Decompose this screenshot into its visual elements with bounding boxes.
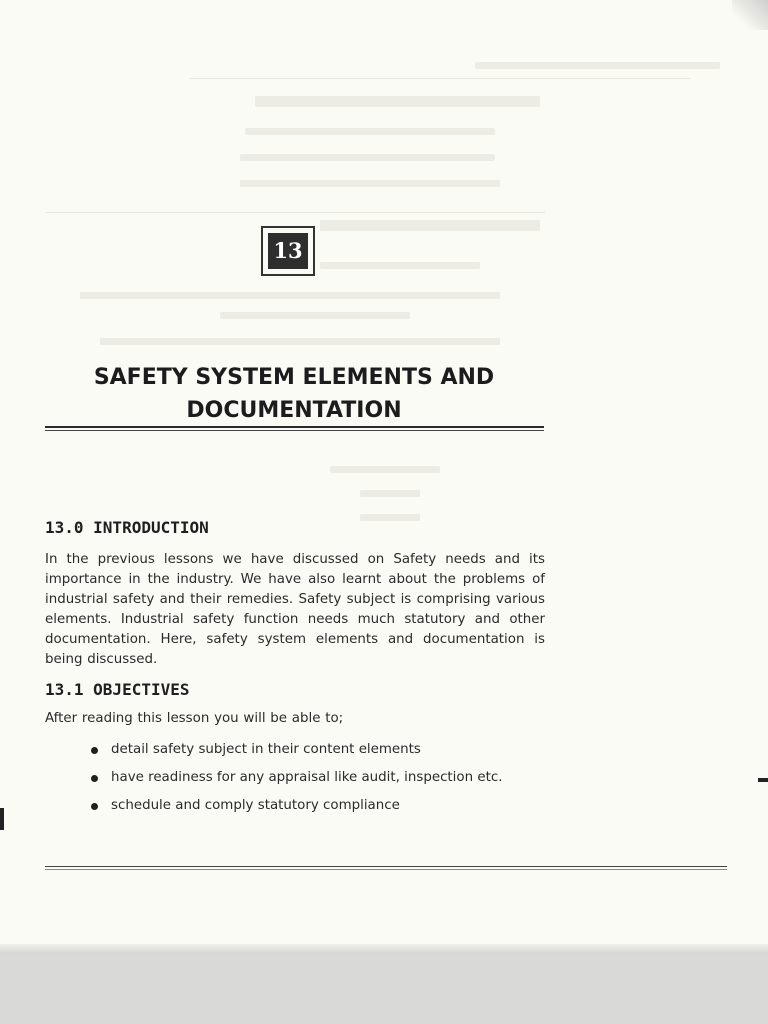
title-underline-thin [45,430,544,431]
bullet-icon [91,747,98,754]
bullet-icon [91,775,98,782]
chapter-number: 13 [268,233,308,269]
right-margin-mark [758,778,768,782]
objective-item [90,740,545,759]
footer-rule [45,866,727,867]
title-underline [45,426,544,428]
objectives-list [90,740,545,824]
chapter-title-line-1: SAFETY SYSTEM ELEMENTS AND [93,365,495,390]
chapter-title [45,361,543,427]
objective-text: schedule and comply statutory compliance [111,798,400,813]
left-margin-mark [0,808,4,830]
page-bottom-edge [0,944,768,954]
objective-item [90,796,545,815]
introduction-paragraph: In the previous lessons we have discussed on Safety needs and its importance in the industry. We have also learnt about the problems of industrial safety and their remedies. Safety subject is comprising various elements. Industrial safety function needs much statutory and other documentation. Here, safety system elements and documentation is being discussed. [45,552,545,667]
footer-rule-thin [45,869,727,870]
objective-text: detail safety subject in their content elements [111,742,421,757]
objectives-intro-text: After reading this lesson you will be able to; [45,711,344,726]
objective-item [90,768,545,787]
chapter-number-badge [261,226,315,276]
bullet-icon [91,803,98,810]
objective-text: have readiness for any appraisal like audit, inspection etc. [111,770,503,785]
chapter-title-line-2: DOCUMENTATION [186,398,402,423]
page-corner-shadow [732,0,768,30]
section-heading-objectives: 13.1 OBJECTIVES [45,680,190,699]
section-heading-introduction: 13.0 INTRODUCTION [45,518,209,537]
